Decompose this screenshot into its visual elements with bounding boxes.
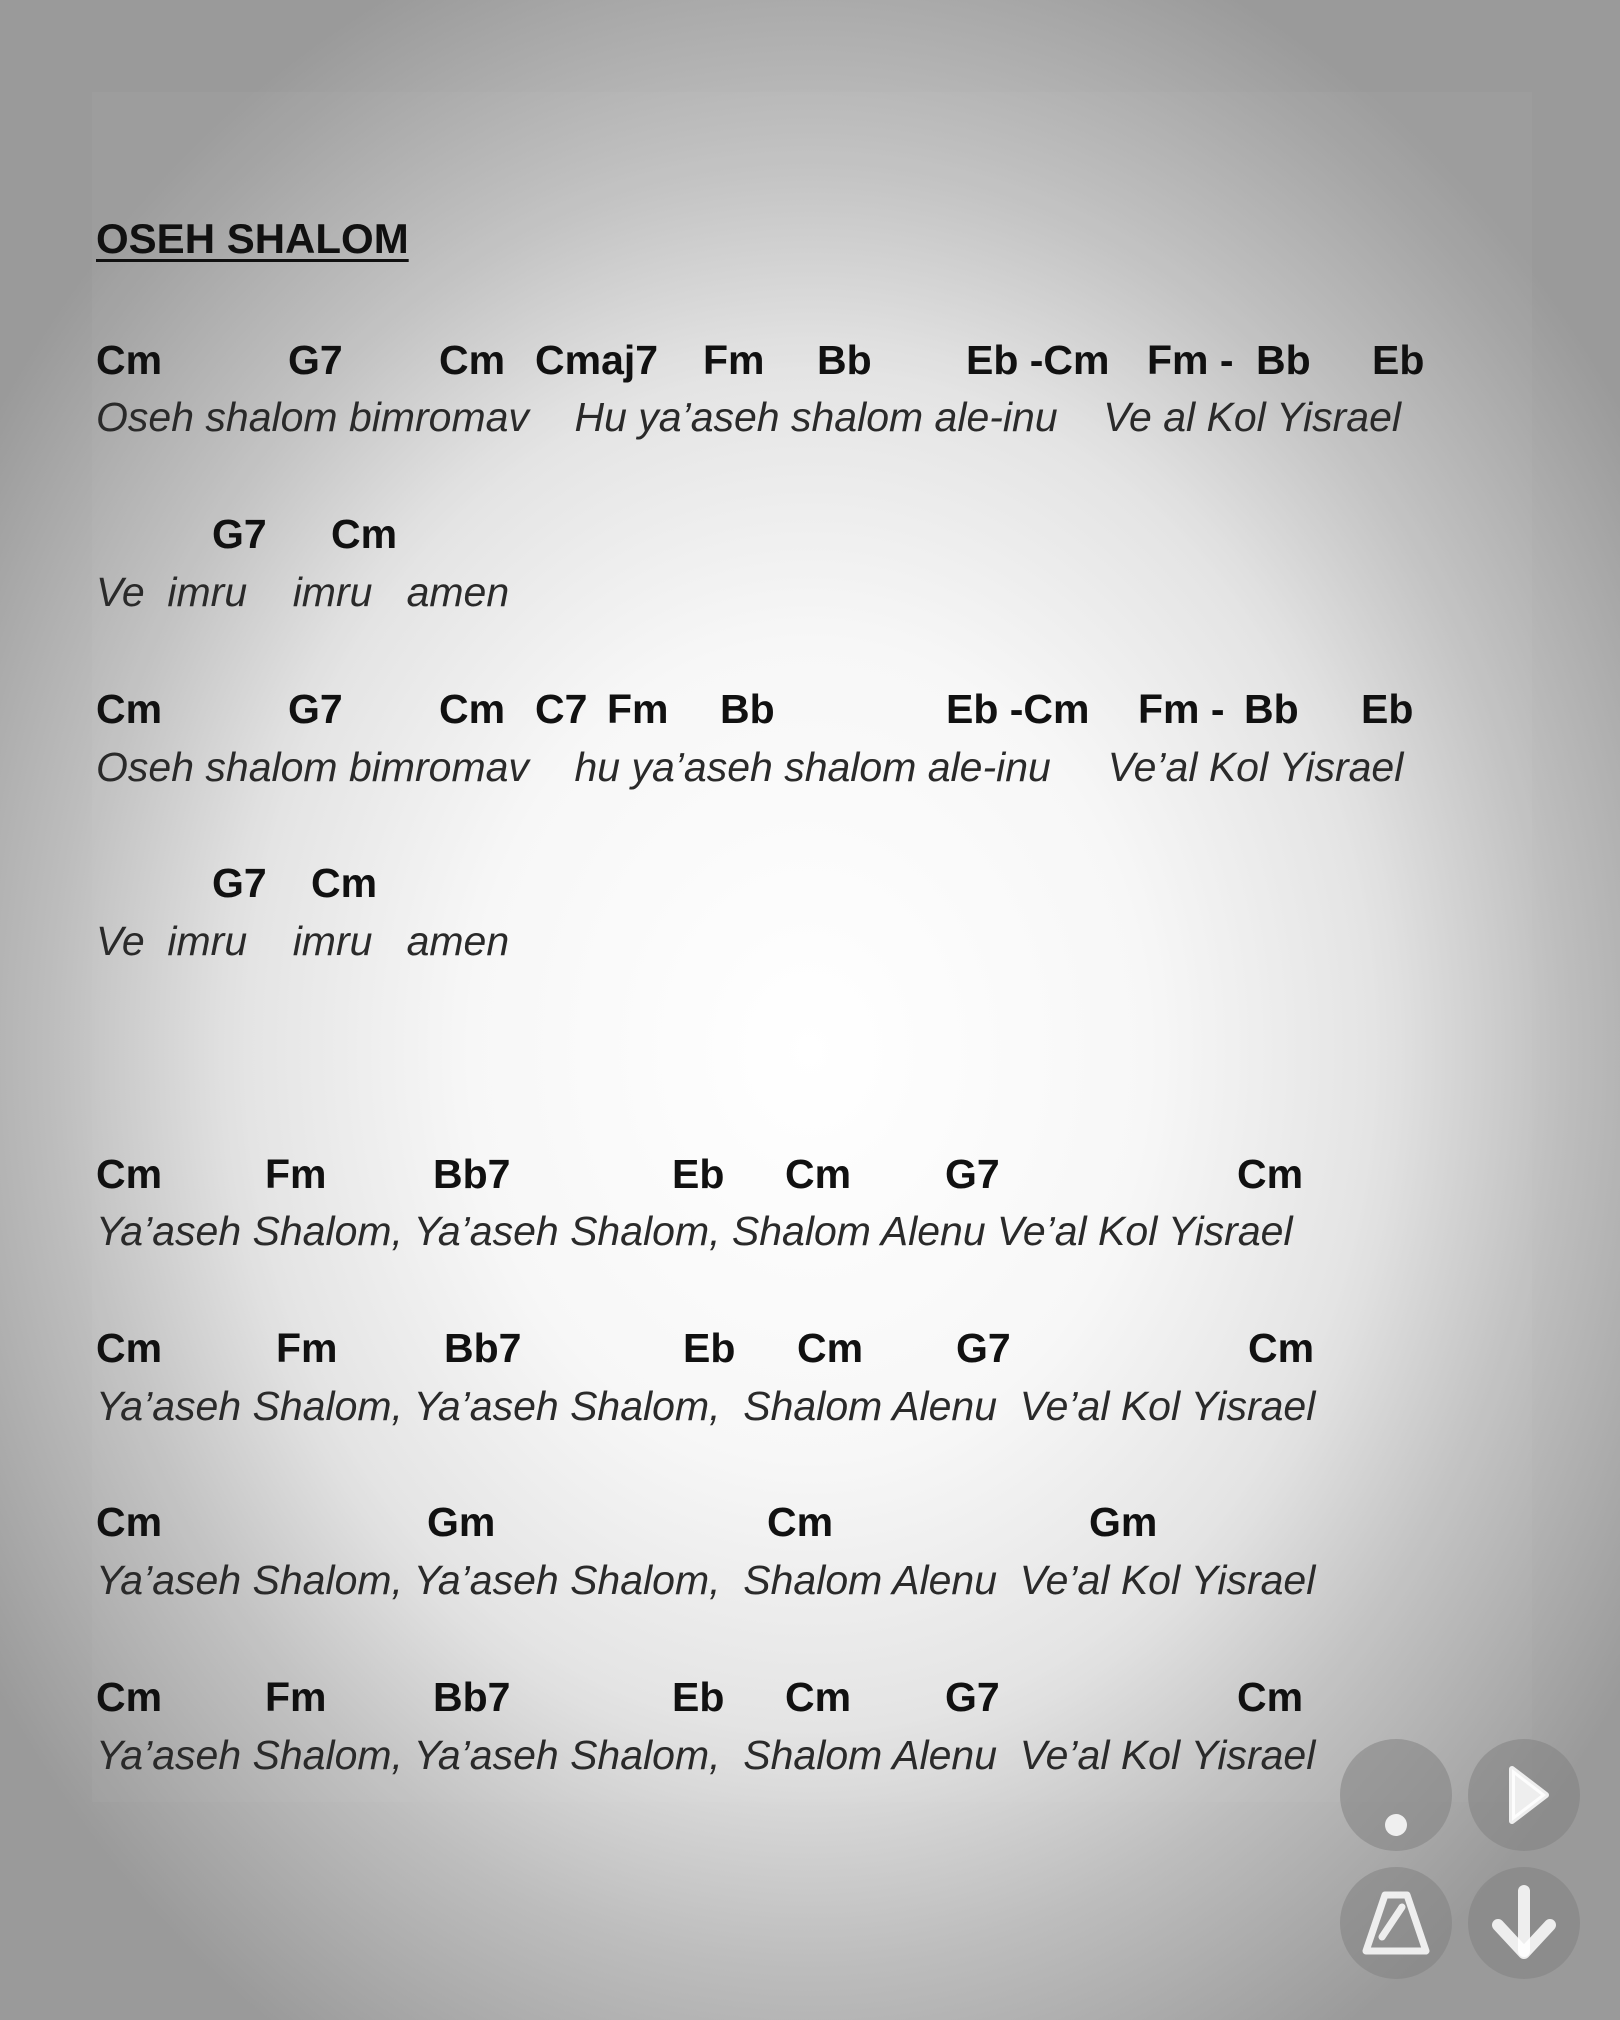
chord: Cm [439,686,506,732]
chord: Fm [265,1151,327,1197]
song-title: OSEH SHALOM [96,215,409,262]
chord: Fm - [1147,337,1234,383]
chord: Cm [96,337,163,383]
record-button[interactable] [1340,1739,1452,1851]
play-button[interactable] [1468,1739,1580,1851]
chord: Cm [785,1151,852,1197]
chord: G7 [212,860,267,906]
chord: Fm [265,1674,327,1720]
chord: Fm [276,1325,338,1371]
chord: Eb -Cm [966,337,1110,383]
chord: Cm [1237,1674,1304,1720]
chord: Cm [96,1499,163,1545]
lyric-line: Ve imru imru amen [96,918,510,964]
chord: G7 [945,1674,1000,1720]
lyric-line: Ya’aseh Shalom, Ya’aseh Shalom, Shalom Alenu Ve’al Kol Yisrael [96,1732,1316,1778]
chord: Cm [797,1325,864,1371]
lyric-line: Ve imru imru amen [96,569,510,615]
lyric-line: Ya’aseh Shalom, Ya’aseh Shalom, Shalom Alenu Ve’al Kol Yisrael [96,1208,1293,1254]
chord: Cm [767,1499,834,1545]
chord: Cm [439,337,506,383]
chord: Cmaj7 [535,337,659,383]
chord: Bb [1244,686,1299,732]
play-icon [1468,1739,1580,1851]
scroll-down-icon [1468,1867,1580,1979]
chord: Cm [96,1151,163,1197]
chord: Eb [683,1325,736,1371]
chord: C7 [535,686,588,732]
metronome-icon [1340,1867,1452,1979]
lyric-line: Ya’aseh Shalom, Ya’aseh Shalom, Shalom Alenu Ve’al Kol Yisrael [96,1557,1316,1603]
chord: Fm [703,337,765,383]
chord: G7 [288,686,343,732]
chord: Cm [96,1674,163,1720]
chord: G7 [288,337,343,383]
chord: Cm [1248,1325,1315,1371]
chord: Cm [96,686,163,732]
chord: Eb [672,1151,725,1197]
chord: Gm [427,1499,496,1545]
chord: Eb [1372,337,1425,383]
scroll-down-button[interactable] [1468,1867,1580,1979]
chord: Bb [1256,337,1311,383]
chord: Fm - [1138,686,1225,732]
chord: Gm [1089,1499,1158,1545]
metronome-button[interactable] [1340,1867,1452,1979]
chord: Bb [720,686,775,732]
chord: Cm [785,1674,852,1720]
chord: Bb7 [444,1325,522,1371]
chord: Cm [331,511,398,557]
chord: G7 [945,1151,1000,1197]
chord: Eb [672,1674,725,1720]
chord: Eb -Cm [946,686,1090,732]
chord: Fm [607,686,669,732]
chord: Cm [1237,1151,1304,1197]
chord: Bb7 [433,1674,511,1720]
chord: G7 [956,1325,1011,1371]
chord: Cm [311,860,378,906]
chord: Cm [96,1325,163,1371]
lyric-line: Oseh shalom bimromav Hu ya’aseh shalom ale-inu Ve al Kol Yisrael [96,394,1402,440]
chord: Bb [817,337,872,383]
lyric-line: Ya’aseh Shalom, Ya’aseh Shalom, Shalom Alenu Ve’al Kol Yisrael [96,1383,1316,1429]
chord: Bb7 [433,1151,511,1197]
lyric-line: Oseh shalom bimromav hu ya’aseh shalom ale-inu Ve’al Kol Yisrael [96,744,1404,790]
chord: G7 [212,511,267,557]
record-dot-icon [1340,1739,1452,1851]
chord: Eb [1361,686,1414,732]
